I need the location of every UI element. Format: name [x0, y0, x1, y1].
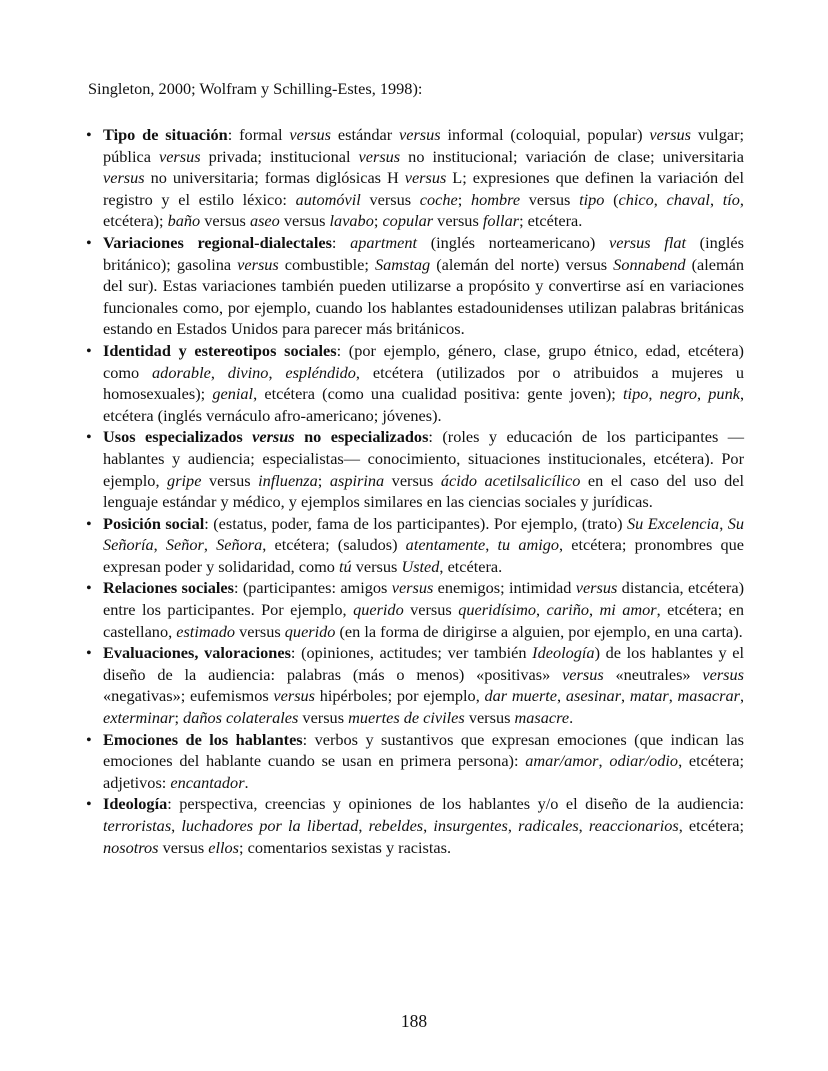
text-run: querido: [353, 600, 404, 620]
text-run: rebeldes: [368, 816, 424, 835]
text-run: lavabo: [329, 211, 374, 231]
text-run: gripe: [167, 470, 202, 490]
text-run: daños colaterales: [183, 708, 299, 728]
text-run: : formal: [227, 125, 290, 144]
text-run: L; expresiones que definen la variación del registro y el estilo léxico:: [103, 168, 745, 209]
text-run: versus: [252, 427, 295, 447]
text-run: no institucional; variación de clase; universitaria: [400, 146, 745, 166]
text-run: tu amigo: [497, 535, 560, 555]
text-run: : (estatus, poder, fama de los participantes). Por ejemplo, (trato): [204, 513, 628, 533]
text-run: Su Excelencia: [627, 513, 720, 533]
intro-line: Singleton, 2000; Wolfram y Schilling-Estes, 1998):: [88, 79, 423, 98]
text-run: Sonnabend: [613, 254, 686, 274]
text-run: ,: [210, 362, 228, 382]
item-heading: Relaciones sociales: [103, 578, 234, 598]
text-run: ,: [739, 686, 745, 706]
text-run: .: [569, 708, 574, 728]
text-run: ; comentarios sexistas y racistas.: [239, 837, 452, 857]
text-run: : (por ejemplo, género, clase, grupo étnico, edad, etcétera) como: [103, 340, 744, 382]
text-run: versus: [358, 146, 401, 166]
text-run: punk: [708, 384, 740, 404]
text-run: versus: [237, 254, 279, 274]
text-run: ,: [578, 816, 589, 835]
text-run: versus: [384, 470, 441, 490]
text-run: informal (coloquial, popular): [440, 125, 650, 144]
bullet-mark: •: [86, 125, 92, 144]
text-run: versus: [351, 556, 402, 576]
text-run: , etcétera; adjetivos:: [103, 751, 745, 792]
text-run: ,: [358, 816, 369, 835]
text-run: hombre: [470, 189, 521, 209]
item-heading: Emociones de los hablantes: [103, 729, 303, 749]
text-run: ,: [621, 686, 630, 706]
text-run: ,: [648, 384, 660, 404]
text-run: ,: [507, 816, 519, 835]
text-run: versus: [201, 470, 259, 490]
text-run: terroristas: [103, 816, 172, 835]
text-run: versus: [562, 664, 604, 684]
text-run: tipo: [579, 189, 605, 209]
text-run: Usted: [401, 556, 440, 576]
text-run: distancia, etcétera) entre los participantes. Por ejemplo,: [103, 578, 744, 620]
text-run: versus: [158, 837, 209, 857]
item-heading: Evaluaciones, valoraciones: [103, 643, 291, 663]
text-run: ,: [709, 189, 723, 209]
text-run: genial: [212, 384, 254, 404]
text-run: (alemán del norte) versus: [430, 254, 614, 274]
text-run: espléndido: [285, 362, 356, 382]
text-run: , etcétera.: [439, 556, 503, 576]
list-item: [86, 642, 744, 728]
text-run: apartment: [350, 232, 418, 252]
text-run: ,: [485, 535, 498, 555]
text-run: versus: [298, 708, 349, 728]
list-item: [86, 729, 744, 794]
bullet-mark: •: [86, 729, 92, 749]
list-item: [86, 426, 744, 512]
text-run: versus: [464, 708, 515, 728]
text-run: tipo: [623, 384, 649, 404]
text-run: enemigos; intimidad: [433, 578, 576, 598]
text-run: ,: [268, 362, 286, 382]
list-item: [86, 513, 744, 578]
text-run: .: [244, 772, 249, 792]
text-run: aspirina: [329, 470, 385, 490]
text-run: ,: [598, 751, 610, 771]
page-number: 188: [400, 1011, 428, 1031]
text-run: ,: [557, 686, 566, 706]
bullet-list: [86, 124, 744, 858]
text-run: versus: [702, 664, 744, 684]
text-run: en el caso del uso del lenguaje estándar y médico, y ejemplos similares en las ciencias sociales y jurídicas.: [103, 470, 745, 512]
text-run: amar/amor: [525, 751, 599, 771]
text-run: versus: [391, 578, 434, 598]
bullet-mark: •: [86, 427, 92, 447]
text-run: adorable: [152, 362, 211, 382]
text-run: tío: [722, 189, 740, 209]
item-heading: Posición social: [103, 513, 205, 533]
text-run: estándar: [331, 125, 400, 144]
list-item: [86, 232, 744, 340]
text-run: ,: [653, 189, 667, 209]
text-run: : (roles y educación de los participantes —hablantes y audiencia; especialistas— conocimiento, situaciones institucionales, etcétera). Por ejemplo,: [103, 427, 744, 490]
item-heading: Variaciones regional-dialectales: [103, 232, 332, 252]
text-run: asesinar: [565, 686, 622, 706]
item-heading: Ideología: [103, 794, 168, 814]
item-heading: Identidad y estereotipos sociales: [103, 340, 337, 360]
text-run: cariño: [546, 600, 589, 620]
text-run: versus: [103, 168, 145, 188]
text-run: ,: [153, 535, 166, 555]
text-run: muertes de civiles: [348, 708, 465, 728]
text-run: Ideología: [532, 643, 595, 663]
text-run: encantador: [170, 772, 245, 792]
text-run: hipérboles; por ejemplo,: [315, 686, 485, 706]
text-run: ,: [423, 816, 434, 835]
text-run: : perspectiva, creencias y opiniones de los hablantes y/o el diseño de la audiencia:: [167, 794, 744, 814]
text-run: coche: [419, 189, 458, 209]
text-run: , etcétera (como una cualidad positiva: gente joven);: [253, 384, 624, 404]
text-run: ; etcétera.: [519, 211, 583, 231]
text-run: ;: [457, 189, 471, 209]
text-run: ,: [668, 686, 678, 706]
bullet-mark: •: [86, 232, 92, 252]
list-item: [86, 793, 744, 858]
text-run: versus: [404, 168, 447, 188]
text-run: , etcétera;: [678, 816, 745, 835]
text-run: combustible;: [278, 254, 375, 274]
text-run: querido: [284, 621, 336, 641]
text-run: versus: [575, 578, 618, 598]
text-run: exterminar: [103, 708, 175, 728]
bullet-mark: •: [86, 340, 92, 360]
text-run: matar: [629, 686, 669, 706]
item-heading: Tipo de situación: [103, 125, 228, 144]
text-run: ,: [171, 816, 182, 835]
text-run: tú: [339, 556, 352, 576]
text-run: ;: [373, 211, 383, 231]
text-run: versus: [649, 125, 692, 144]
text-run: chaval: [666, 189, 710, 209]
text-run: vulgar; pública: [103, 125, 745, 166]
text-run: versus: [399, 125, 441, 144]
text-run: masacrar: [677, 686, 740, 706]
text-run: Samstag: [374, 254, 431, 274]
text-run: «neutrales»: [603, 664, 703, 684]
text-run: «negativas»; eufemismos: [103, 686, 274, 706]
text-run: , etcétera; pronombres que expresan poder y solidaridad, como: [103, 535, 745, 576]
text-run: luchadores por la libertad: [181, 816, 359, 835]
text-run: no universitaria; formas diglósicas H: [144, 168, 405, 188]
text-run: copular: [382, 211, 434, 231]
text-run: versus: [200, 211, 250, 231]
text-run: privada; institucional: [200, 146, 359, 166]
text-run: ,: [203, 535, 217, 555]
bullet-mark: •: [86, 513, 92, 533]
text-run: ;: [174, 708, 184, 728]
item-heading: Usos especializados: [103, 427, 253, 447]
text-run: Su Señoría: [103, 513, 744, 555]
bullet-mark: •: [86, 643, 92, 663]
text-run: ellos: [208, 837, 239, 857]
text-run: ácido acetilsalicílico: [440, 470, 581, 490]
text-run: ,: [697, 384, 709, 404]
bullet-mark: •: [86, 794, 92, 814]
text-run: , etcétera);: [103, 189, 744, 231]
text-run: versus: [520, 189, 580, 209]
text-run: , etcétera (inglés vernáculo afro-americano; jóvenes).: [103, 384, 745, 425]
text-run: ;: [317, 470, 330, 490]
text-run: ,: [535, 600, 547, 620]
text-run: mi amor: [599, 600, 657, 620]
text-run: masacre: [514, 708, 570, 728]
text-run: aseo: [249, 211, 280, 231]
text-run: negro: [659, 384, 698, 404]
text-run: radicales: [518, 816, 579, 835]
text-run: nosotros: [103, 837, 159, 857]
text-run: follar: [482, 211, 520, 231]
text-run: versus: [360, 189, 420, 209]
text-run: versus: [433, 211, 483, 231]
text-run: ) de los hablantes y el diseño de la audiencia: palabras (más o menos) «positivas»: [103, 643, 745, 684]
text-run: influenza: [258, 470, 318, 490]
text-run: (inglés norteamericano): [417, 232, 610, 252]
text-run: versus: [158, 146, 201, 166]
text-run: baño: [167, 211, 201, 231]
text-run: Señor: [165, 535, 204, 555]
text-run: :: [331, 232, 351, 252]
text-run: : (opiniones, actitudes; ver también: [290, 643, 533, 663]
text-run: reaccionarios: [588, 816, 679, 835]
text-run: chico: [618, 189, 654, 209]
text-run: versus: [403, 600, 459, 620]
text-run: (inglés británico); gasolina: [103, 232, 744, 274]
text-run: automóvil: [295, 189, 361, 209]
text-run: (alemán del sur). Estas variaciones también pueden utilizarse a propósito y convertirse así en variaciones funcionales como, por ejemplo, cuando los hablantes estadounidenses utilizan palabras británicas estando en Estados Unidos para parecer más británicos.: [103, 254, 745, 339]
text-run: (: [604, 189, 619, 209]
text-run: ,: [719, 513, 728, 533]
text-run: queridísimo: [458, 600, 536, 620]
text-run: no especializados: [294, 427, 429, 447]
text-run: : verbos y sustantivos que expresan emociones (que indican las emociones del hablante cuando se usan en primera persona):: [103, 729, 744, 771]
list-item: [86, 577, 744, 642]
text-run: : (participantes: amigos: [233, 578, 392, 598]
text-run: (en la forma de dirigirse a alguien, por ejemplo, en una carta).: [335, 621, 743, 641]
bullet-mark: •: [86, 578, 92, 598]
text-run: versus: [289, 125, 332, 144]
text-run: versus: [609, 232, 651, 252]
text-run: atentamente: [405, 535, 486, 555]
text-run: odiar/odio: [609, 751, 679, 771]
text-run: versus: [273, 686, 316, 706]
list-item: [86, 340, 744, 426]
text-run: flat: [664, 232, 687, 252]
text-run: versus: [279, 211, 330, 231]
text-run: , etcétera (utilizados por o atribuidos a mujeres u homosexuales);: [103, 362, 744, 404]
text-run: , etcétera; (saludos): [262, 535, 406, 555]
list-item: [86, 124, 744, 232]
text-run: estimado: [176, 621, 236, 641]
text-run: ,: [589, 600, 600, 620]
text-run: versus: [235, 621, 285, 641]
text-run: Señora: [216, 535, 263, 555]
text-run: , etcétera; en castellano,: [103, 600, 745, 641]
text-run: dar muerte: [484, 686, 558, 706]
text-run: [651, 233, 665, 252]
text-run: insurgentes: [433, 816, 508, 835]
text-run: divino: [227, 362, 269, 382]
